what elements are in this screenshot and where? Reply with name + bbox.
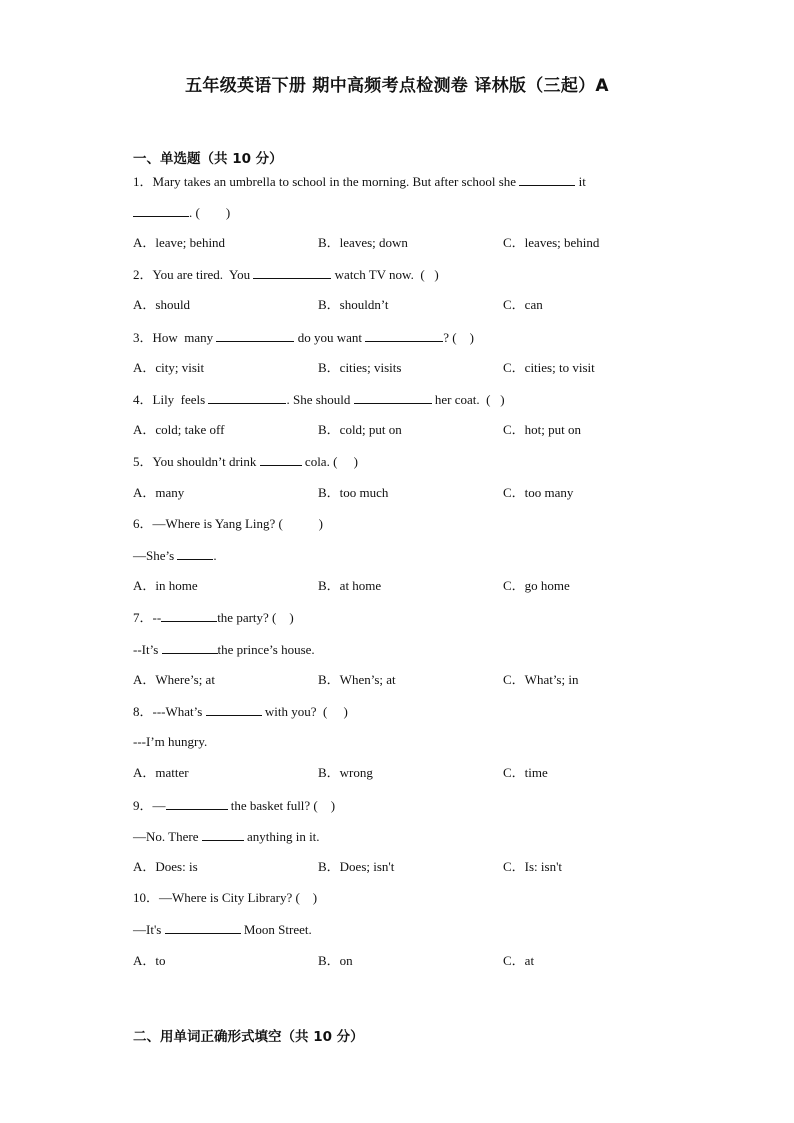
answer-blank[interactable] [166,797,228,810]
answer-blank[interactable] [519,173,575,186]
question-8-stem: 8．---What’s with you? ( ) [133,704,348,719]
q1-option-c[interactable]: C．leaves; behind [503,235,600,250]
q7-option-c[interactable]: C．What’s; in [503,672,579,687]
q8-option-a[interactable]: A．matter [133,765,189,780]
answer-blank[interactable] [216,329,294,342]
q8-option-b[interactable]: B．wrong [318,765,373,780]
q5-option-c[interactable]: C．too many [503,485,574,500]
question-4-stem: 4．Lily feels . She should her coat. ( ) [133,392,505,407]
q4-option-c[interactable]: C．hot; put on [503,422,582,437]
answer-blank[interactable] [208,391,286,404]
q6-option-a[interactable]: A．in home [133,578,198,593]
q8-option-c[interactable]: C．time [503,765,548,780]
question-6-stem-line2: —She’s . [133,548,217,563]
q10-option-c[interactable]: C．at [503,953,535,968]
question-9-stem: 9．— the basket full? ( ) [133,798,336,813]
question-1-stem-line2: . ( ) [133,204,230,221]
section-heading-2: 二、用单词正确形式填空（共 10 分） [133,1029,364,1045]
q6-option-c[interactable]: C．go home [503,578,570,593]
q7-option-a[interactable]: A．Where’s; at [133,672,215,687]
q3-option-c[interactable]: C．cities; to visit [503,360,595,375]
q3-option-a[interactable]: A．city; visit [133,360,205,375]
q2-option-a[interactable]: A．should [133,297,191,312]
q10-option-b[interactable]: B．on [318,953,353,968]
q9-option-a[interactable]: A．Does: is [133,859,198,874]
q4-option-a[interactable]: A．cold; take off [133,422,225,437]
answer-blank[interactable] [354,391,432,404]
question-9-stem-line2: —No. There anything in it. [133,829,320,844]
answer-blank[interactable] [161,609,217,622]
answer-blank[interactable] [165,921,241,934]
q5-option-a[interactable]: A．many [133,485,185,500]
q9-option-c[interactable]: C．Is: isn't [503,859,563,874]
question-7-stem: 7．-- the party? ( ) [133,610,294,625]
q2-option-c[interactable]: C．can [503,297,543,312]
answer-blank[interactable] [177,547,213,560]
question-1-stem: 1．Mary takes an umbrella to school in the morning. But after school she it [133,174,586,189]
question-2-stem: 2．You are tired. You watch TV now. ( ) [133,267,439,282]
question-5-stem: 5．You shouldn’t drink cola. ( ) [133,454,358,469]
answer-blank[interactable] [253,266,331,279]
page-title: 五年级英语下册 期中高频考点检测卷 译林版（三起）A [185,76,609,96]
q10-option-a[interactable]: A．to [133,953,166,968]
answer-blank[interactable] [260,453,302,466]
question-10-stem-line2: —It's Moon Street. [133,922,312,937]
answer-blank[interactable] [202,828,244,841]
answer-blank[interactable] [206,703,262,716]
q6-option-b[interactable]: B．at home [318,578,382,593]
answer-blank[interactable] [365,329,443,342]
q3-option-b[interactable]: B．cities; visits [318,360,402,375]
section-heading-1: 一、单选题（共 10 分） [133,151,283,167]
q2-option-b[interactable]: B．shouldn’t [318,297,389,312]
question-6-stem: 6．—Where is Yang Ling? ( ) [133,516,323,531]
question-7-stem-line2: --It’s the prince’s house. [133,642,315,657]
q5-option-b[interactable]: B．too much [318,485,389,500]
answer-blank[interactable] [162,641,218,654]
q1-option-a[interactable]: A．leave; behind [133,235,226,250]
q9-option-b[interactable]: B．Does; isn't [318,859,395,874]
question-8-stem-line2: ---I’m hungry. [133,734,208,749]
q7-option-b[interactable]: B．When’s; at [318,672,396,687]
q1-option-b[interactable]: B．leaves; down [318,235,408,250]
question-10-stem: 10．—Where is City Library? ( ) [133,890,318,905]
q4-option-b[interactable]: B．cold; put on [318,422,402,437]
answer-blank[interactable] [133,204,189,217]
question-3-stem: 3．How many do you want ? ( ) [133,330,474,345]
